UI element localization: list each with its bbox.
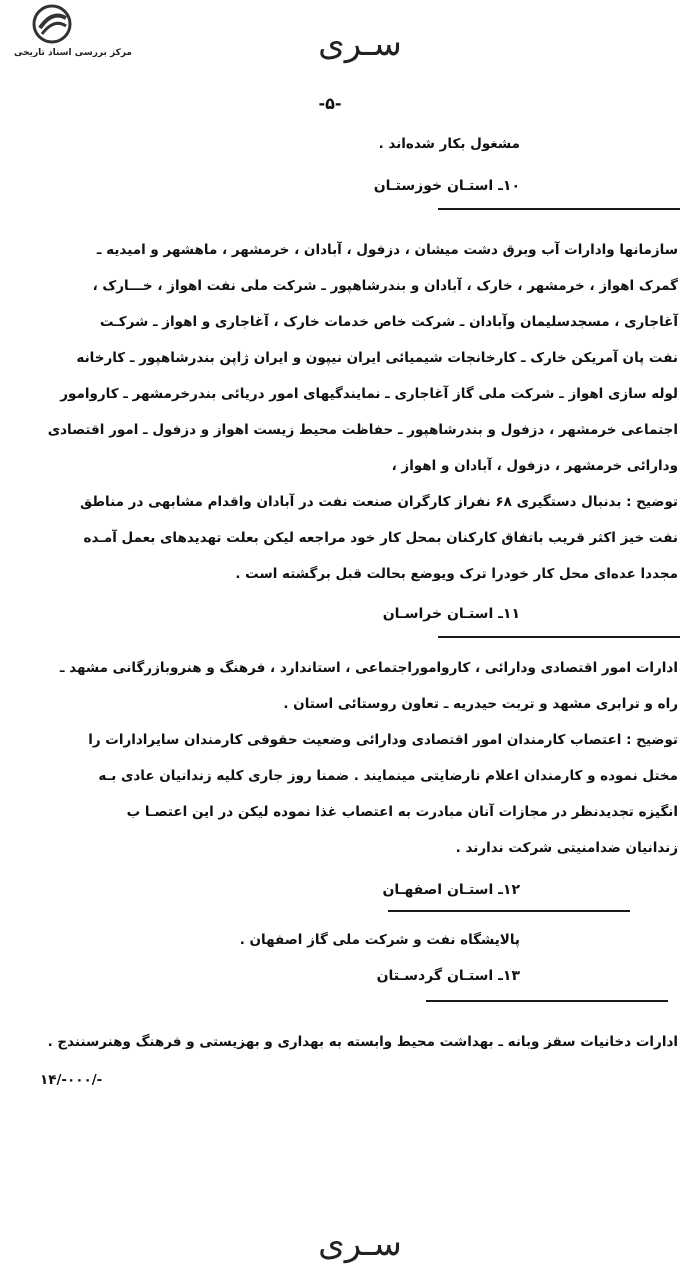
note-line: مجددا عده‌ای محل کار خودرا ترک ویوضع بحالت قبل برگشته است .: [235, 566, 678, 582]
note-line: مختل نموده و کارمندان اعلام نارضایتی مینمایند . ضمنا روز جاری کلیه زندانیان عادی بـه: [98, 768, 678, 784]
archive-logo: [8, 4, 138, 64]
section-heading-kurdistan: ۱۳ـ استـان گردسـتان: [376, 968, 520, 984]
page-number: -۵-: [318, 94, 342, 113]
note-line: توضیح : بدنبال دستگیری ۶۸ نفراز کارگران صنعت نفت در آبادان واقدام مشابهی در مناطق: [80, 494, 678, 510]
heading-underline: [438, 636, 680, 638]
text-line: آغاجاری ، مسجدسلیمان وآبادان ـ شرکت خاص خدمات خارک ، آغاجاری و اهواز ـ شرکـت: [99, 314, 678, 330]
text-line: ادارات امور اقتصادی ودارائی ، کارواموراجتماعی ، استاندارد ، فرهنگ و هنروبازرگانی مشهد ـ: [59, 660, 678, 676]
heading-underline: [388, 910, 630, 912]
text-line: ودارائی خرمشهر ، دزفول ، آبادان و اهواز ،: [391, 458, 678, 474]
text-line: گمرک اهواز ، خرمشهر ، خارک ، آبادان و بندرشاهپور ـ شرکت ملی نفت اهواز ، خـــارک ،: [92, 278, 678, 294]
heading-underline: [438, 208, 680, 210]
archive-logo-icon: [30, 4, 74, 46]
heading-underline: [426, 1000, 668, 1002]
text-line: نفت پان آمریکن خارک ـ کارخانجات شیمیائی ایران نیپون و ایران ژاپن بندرشاهپور ـ کارخانه: [76, 350, 678, 366]
reference-number: ۱۴/-۰۰۰/-: [40, 1072, 103, 1088]
intro-line: مشغول بکار شده‌اند .: [378, 136, 520, 152]
text-line: لوله سازی اهواز ـ شرکت ملی گاز آغاجاری ـ نمایندگیهای امور دریائی بندرخرمشهر ـ کاروامور: [60, 386, 678, 402]
text-line: پالایشگاه نفت و شرکت ملی گاز اصفهان .: [239, 932, 520, 948]
classification-header: سـری: [318, 24, 402, 64]
note-line: انگیزه تجدیدنظر در مجازات آنان مبادرت به اعتصاب غذا نموده لیکن در این اعتصـا ب: [126, 804, 678, 820]
logo-caption: مرکز بررسی اسناد تاریخی: [13, 48, 133, 58]
note-line: توضیح : اعتصاب کارمندان امور اقتصادی ودارائی وضعیت حقوقی کارمندان سایرادارات را: [88, 732, 678, 748]
text-line: راه و ترابری مشهد و تربت حیدریه ـ تعاون روستائی استان .: [283, 696, 678, 712]
classification-footer: سـری: [318, 1224, 402, 1264]
section-heading-khuzestan: ۱۰ـ استـان خوزستـان: [373, 178, 520, 194]
section-heading-isfahan: ۱۲ـ استـان اصفهـان: [382, 882, 520, 898]
note-line: زندانیان ضدامنیتی شرکت ندارند .: [455, 840, 678, 856]
note-line: نفت خیز اکثر قریب باتفاق کارکنان بمحل کار خود مراجعه لیکن بعلت تهدیدهای بعمل آمـده: [83, 530, 678, 546]
text-line: سازمانها وادارات آب وبرق دشت میشان ، دزفول ، آبادان ، خرمشهر ، ماهشهر و امیدیه ـ: [96, 242, 678, 258]
text-line: ادارات دخانیات سقز وبانه ـ بهداشت محیط وابسته به بهداری و بهزیستی و فرهنگ وهنرسنندج .: [47, 1034, 678, 1050]
section-heading-khorasan: ۱۱ـ استـان خراسـان: [382, 606, 520, 622]
text-line: اجتماعی خرمشهر ، دزفول و بندرشاهپور ـ حفاظت محیط زیست اهواز و دزفول ـ امور اقتصادی: [47, 422, 678, 438]
